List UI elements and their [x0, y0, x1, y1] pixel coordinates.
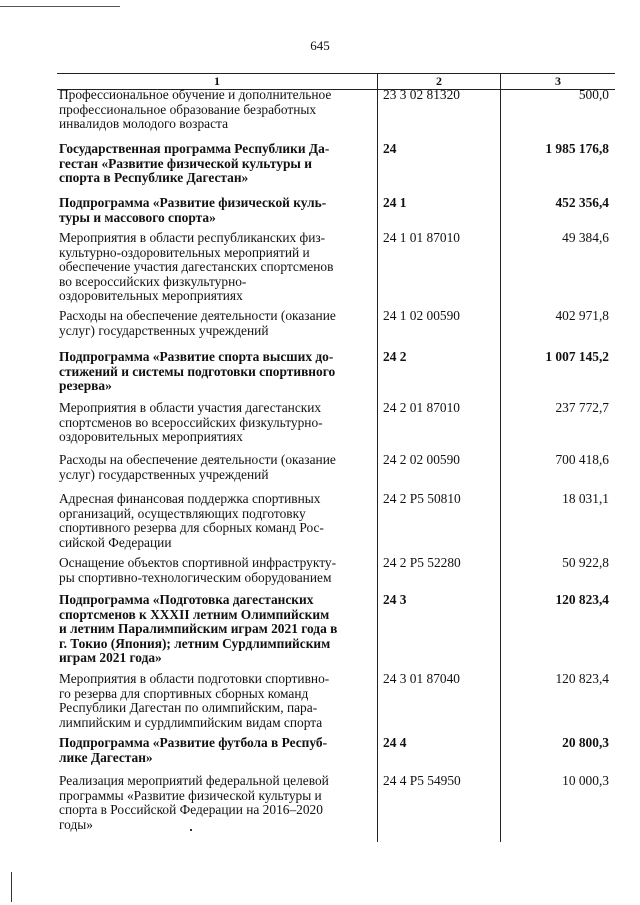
row-name-line: спортсменов к XXXII летним Олимпийским [59, 606, 330, 622]
row-name [59, 350, 373, 394]
row-code: 23 3 02 81320 [383, 87, 460, 102]
row-name [59, 231, 373, 304]
scan-artifact-edge [11, 872, 12, 902]
row-sum: 20 800,3 [562, 735, 609, 750]
row-name-line: стижений и системы подготовки спортивного [59, 363, 336, 379]
row-name-line: лике Дагестан» [59, 749, 153, 765]
row-name [59, 774, 373, 832]
row-name-line: оздоровительных мероприятиях [59, 288, 243, 304]
row-name-line: спорта в Республике Дагестан» [59, 170, 249, 186]
row-name-line: услуг) государственных учреждений [59, 466, 269, 482]
row-code: 24 2 P5 52280 [383, 555, 461, 570]
row-name [59, 309, 373, 338]
row-name [59, 593, 373, 666]
row-name-line: Расходы на обеспечение деятельности (оказание [59, 452, 336, 467]
row-name-line: Мероприятия в области участия дагестанских [59, 400, 322, 415]
row-name-line: спортсменов во всероссийских физкультурно- [59, 414, 323, 430]
row-sum: 700 418,6 [555, 452, 609, 467]
budget-table [57, 73, 615, 842]
row-name-line: и летним Паралимпийским играм 2021 года в [59, 621, 338, 637]
row-name-line: го резерва для спортивных сборных команд [59, 685, 309, 701]
row-name [59, 142, 373, 186]
row-name [59, 401, 373, 445]
row-name-line: годы» [59, 816, 93, 832]
row-sum: 500,0 [578, 87, 609, 102]
column-header-1: 1 [214, 74, 220, 88]
row-name [59, 492, 373, 550]
row-name-line: спорта в Российской Федерации на 2016–2020 [59, 802, 323, 818]
row-sum: 49 384,6 [562, 230, 609, 245]
row-sum: 402 971,8 [555, 308, 609, 323]
row-sum: 18 031,1 [562, 491, 609, 506]
row-name-line: г. Токио (Япония); летним Сурдлимпийским [59, 635, 331, 651]
row-name-line: Подпрограмма «Развитие физической куль- [59, 195, 327, 210]
row-code: 24 2 P5 50810 [383, 491, 461, 506]
row-name-line: Подпрограмма «Развитие спорта высших до- [59, 349, 334, 364]
column-header-3: 3 [555, 74, 561, 88]
row-name-line: Профессиональное обучение и дополнительное [59, 87, 332, 102]
row-name-line: Государственная программа Республики Да- [59, 141, 330, 156]
row-code: 24 4 P5 54950 [383, 773, 461, 788]
row-sum: 452 356,4 [555, 195, 609, 210]
row-code: 24 1 02 00590 [383, 308, 460, 323]
row-name-line: туры и массового спорта» [59, 209, 216, 225]
column-divider-1 [377, 74, 378, 842]
row-sum: 1 007 145,2 [545, 349, 609, 364]
row-code: 24 [383, 141, 397, 156]
row-code: 24 2 01 87010 [383, 400, 460, 415]
row-sum: 120 823,4 [555, 671, 609, 686]
row-sum: 120 823,4 [555, 592, 609, 607]
row-name-line: Оснащение объектов спортивной инфраструкту- [59, 555, 337, 570]
row-name-line: лимпийским и сурдлимпийским видам спорта [59, 714, 323, 730]
row-sum: 237 772,7 [555, 400, 609, 415]
row-name-line: обеспечение участия дагестанских спортсменов [59, 259, 334, 275]
row-name-line: Подпрограмма «Развитие футбола в Респуб- [59, 735, 328, 750]
row-code: 24 2 [383, 349, 407, 364]
row-name-line: организаций, осуществляющих подготовку [59, 505, 306, 521]
row-name-line: ры спортивно-технологическим оборудованием [59, 569, 332, 585]
row-code: 24 3 01 87040 [383, 671, 460, 686]
row-name-line: оздоровительных мероприятиях [59, 429, 243, 445]
row-name-line: сийской Федерации [59, 534, 172, 550]
row-code: 24 1 01 87010 [383, 230, 460, 245]
row-code: 24 1 [383, 195, 407, 210]
row-name-line: Мероприятия в области подготовки спортивно- [59, 671, 330, 686]
row-name-line: резерва» [59, 378, 112, 394]
row-name-line: играм 2021 года» [59, 650, 162, 666]
row-name-line: услуг) государственных учреждений [59, 322, 269, 338]
row-code: 24 4 [383, 735, 407, 750]
row-code: 24 3 [383, 592, 407, 607]
row-name-line: Республики Дагестан по олимпийским, пара- [59, 700, 318, 716]
row-name [59, 453, 373, 482]
row-name-line: спортивного резерва для сборных команд Рос- [59, 520, 324, 536]
row-name-line: Адресная финансовая поддержка спортивных [59, 491, 321, 506]
row-sum: 1 985 176,8 [545, 141, 609, 156]
scan-artifact-line [0, 6, 120, 7]
row-name-line: инвалидов молодого возраста [59, 116, 229, 132]
row-name-line: Подпрограмма «Подготовка дагестанских [59, 592, 314, 607]
row-name-line: Реализация мероприятий федеральной целевой [59, 773, 329, 788]
row-name-line: профессиональное образование безработных [59, 101, 317, 117]
row-sum: 10 000,3 [562, 773, 609, 788]
row-name [59, 672, 373, 730]
row-name-line: во всероссийских физкультурно- [59, 273, 247, 289]
page-number: 645 [310, 38, 330, 53]
row-name [59, 196, 373, 225]
row-name-line: гестан «Развитие физической культуры и [59, 155, 312, 171]
row-name [59, 556, 373, 585]
row-code: 24 2 02 00590 [383, 452, 460, 467]
row-sum: 50 922,8 [562, 555, 609, 570]
row-name-line: культурно-оздоровительных мероприятий и [59, 244, 310, 260]
row-name [59, 88, 373, 132]
row-name-line: Мероприятия в области республиканских физ- [59, 230, 326, 245]
row-name-line: программы «Развитие физической культуры и [59, 787, 322, 803]
row-name [59, 736, 373, 765]
column-header-2: 2 [436, 74, 442, 88]
row-name-line: Расходы на обеспечение деятельности (оказание [59, 308, 336, 323]
